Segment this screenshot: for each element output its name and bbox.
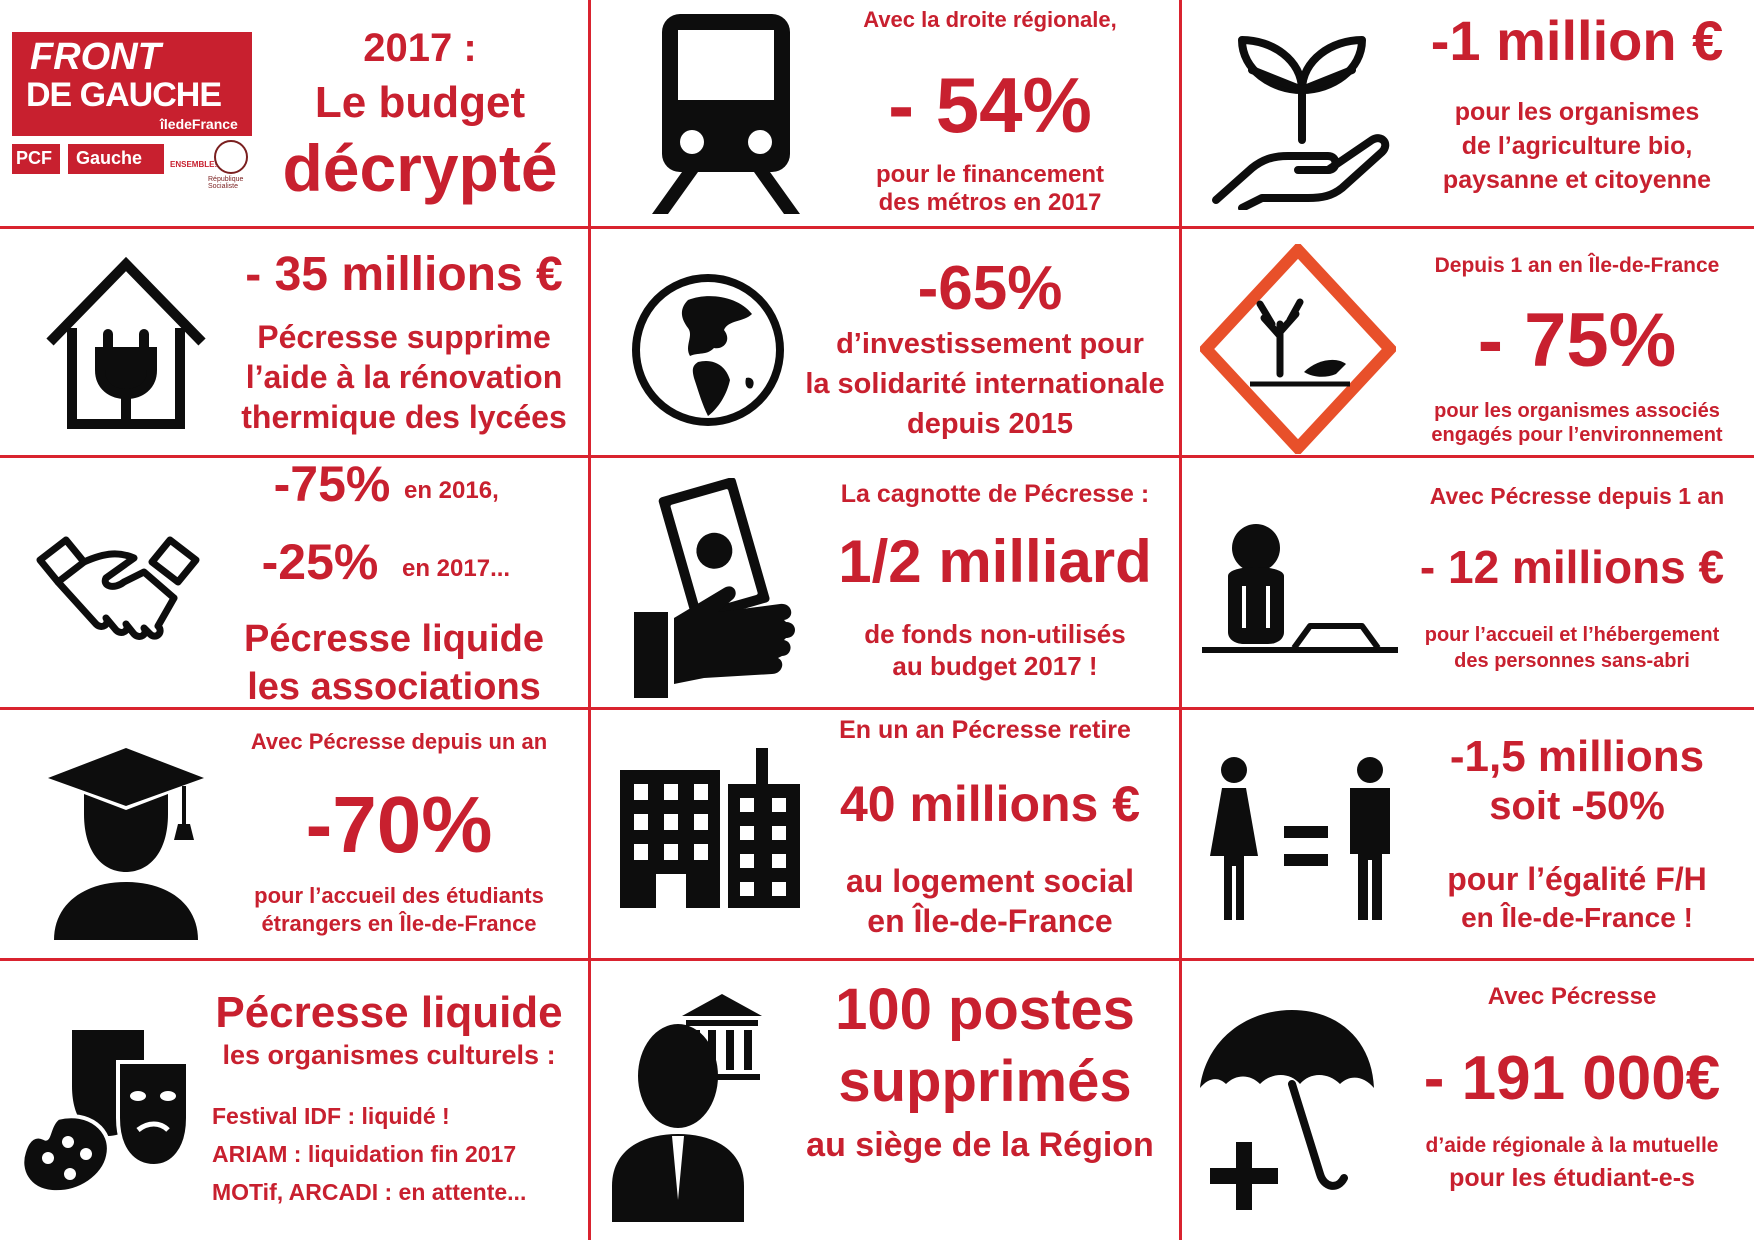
culture-item-3: MOTif, ARCADI : en attente... xyxy=(212,1179,527,1205)
grid-line xyxy=(588,0,591,1240)
metro-big: - 54% xyxy=(888,61,1092,149)
mutuelle-top: Avec Pécresse xyxy=(1487,983,1657,1010)
homeless-person-icon xyxy=(1202,522,1398,654)
etudiants-big: -70% xyxy=(305,780,493,869)
front-de-gauche-logo: FRONT DE GAUCHE îledeFrance PCF Gauche ENSEMBLE! République Socialiste xyxy=(12,32,252,196)
assoc-suffix-2017: en 2017... xyxy=(402,555,511,582)
egalite-big-1: -1,5 millions xyxy=(1449,732,1705,781)
env-top: Depuis 1 an en Île-de-France xyxy=(1434,254,1720,277)
renov-line-1: Pécresse supprime xyxy=(257,319,551,355)
renov-line-2: l’aide à la rénovation xyxy=(245,359,563,395)
postes-line-1: 100 postes xyxy=(835,977,1135,1042)
theater-masks-icon xyxy=(18,1026,194,1196)
cagnotte-top: La cagnotte de Pécresse : xyxy=(840,480,1150,508)
env-line-2: engagés pour l’environnement xyxy=(1431,424,1723,446)
renov-big: - 35 millions € xyxy=(245,248,563,301)
assoc-suffix-2016: en 2016, xyxy=(404,477,499,504)
etudiants-line-1: pour l’accueil des étudiants xyxy=(254,883,544,908)
logement-line-1: au logement social xyxy=(845,863,1135,899)
metro-bottom-1: pour le financement xyxy=(875,161,1105,188)
mutuelle-big: - 191 000€ xyxy=(1423,1044,1721,1113)
postes-line-3: au siège de la Région xyxy=(806,1126,1154,1164)
agri-line-2: de l’agriculture bio, xyxy=(1461,132,1693,160)
plant-hand-icon xyxy=(1212,20,1392,210)
umbrella-health-icon xyxy=(1196,1004,1376,1222)
egalite-line-2: en Île-de-France ! xyxy=(1461,902,1693,933)
grid-line xyxy=(0,958,1754,961)
culture-item-1: Festival IDF : liquidé ! xyxy=(212,1103,450,1129)
egalite-line-1: pour l’égalité F/H xyxy=(1447,861,1707,897)
assoc-line-2: les associations xyxy=(247,666,541,708)
mutuelle-line-1: d’aide régionale à la mutuelle xyxy=(1425,1134,1719,1157)
header-decrypte: décrypté xyxy=(282,131,558,205)
solid-line-2: la solidarité internationale xyxy=(805,368,1165,400)
graduate-icon xyxy=(44,744,208,944)
egalite-big-2: soit -50% xyxy=(1489,784,1665,828)
culture-item-2: ARIAM : liquidation fin 2017 xyxy=(212,1141,517,1167)
logement-top: En un an Pécresse retire xyxy=(839,716,1131,744)
header-year: 2017 : xyxy=(363,26,477,70)
assoc-line-1: Pécresse liquide xyxy=(244,618,544,660)
assoc-percent-2016: -75% xyxy=(273,456,391,512)
metro-bottom-2: des métros en 2017 xyxy=(878,189,1102,216)
sansabri-line-2: des personnes sans-abri xyxy=(1454,650,1690,672)
solid-line-3: depuis 2015 xyxy=(906,408,1074,440)
assoc-percent-2017: -25% xyxy=(261,534,379,590)
sansabri-line-1: pour l’accueil et l’hébergement xyxy=(1424,624,1720,646)
renov-line-3: thermique des lycées xyxy=(241,399,567,435)
agri-line-3: paysanne et citoyenne xyxy=(1442,166,1712,194)
money-hand-icon xyxy=(634,478,804,698)
logement-line-2: en Île-de-France xyxy=(867,903,1113,939)
mutuelle-line-2: pour les étudiant-e-s xyxy=(1449,1164,1695,1192)
logement-big: 40 millions € xyxy=(839,776,1141,832)
etudiants-line-2: étrangers en Île-de-France xyxy=(261,911,537,936)
cagnotte-line-2: au budget 2017 ! xyxy=(892,651,1098,681)
culture-sub: les organismes culturels : xyxy=(222,1040,556,1070)
official-building-person-icon xyxy=(612,990,792,1222)
etudiants-top: Avec Pécresse depuis un an xyxy=(250,729,548,754)
sansabri-top: Avec Pécresse depuis 1 an xyxy=(1429,483,1725,509)
gender-equality-icon xyxy=(1204,756,1398,922)
agri-line-1: pour les organismes xyxy=(1454,98,1700,126)
buildings-icon xyxy=(620,748,800,908)
env-line-1: pour les organismes associés xyxy=(1434,400,1720,422)
grid-line xyxy=(0,226,1754,229)
culture-big: Pécresse liquide xyxy=(215,988,563,1037)
cagnotte-line-1: de fonds non-utilisés xyxy=(864,619,1126,649)
metro-top: Avec la droite régionale, xyxy=(863,7,1117,32)
agri-big: -1 million € xyxy=(1430,9,1724,72)
hazard-environment-icon xyxy=(1200,244,1396,454)
handshake-icon xyxy=(36,534,200,644)
cagnotte-big: 1/2 milliard xyxy=(838,528,1152,595)
header-title: Le budget xyxy=(314,78,526,127)
house-plug-icon xyxy=(44,252,208,430)
globe-icon xyxy=(628,270,788,430)
solid-big: -65% xyxy=(917,254,1063,323)
sansabri-big: - 12 millions € xyxy=(1419,541,1725,593)
train-icon xyxy=(652,14,800,214)
postes-line-2: supprimés xyxy=(838,1049,1132,1114)
solid-line-1: d’investissement pour xyxy=(836,328,1144,360)
env-big: - 75% xyxy=(1477,298,1677,383)
